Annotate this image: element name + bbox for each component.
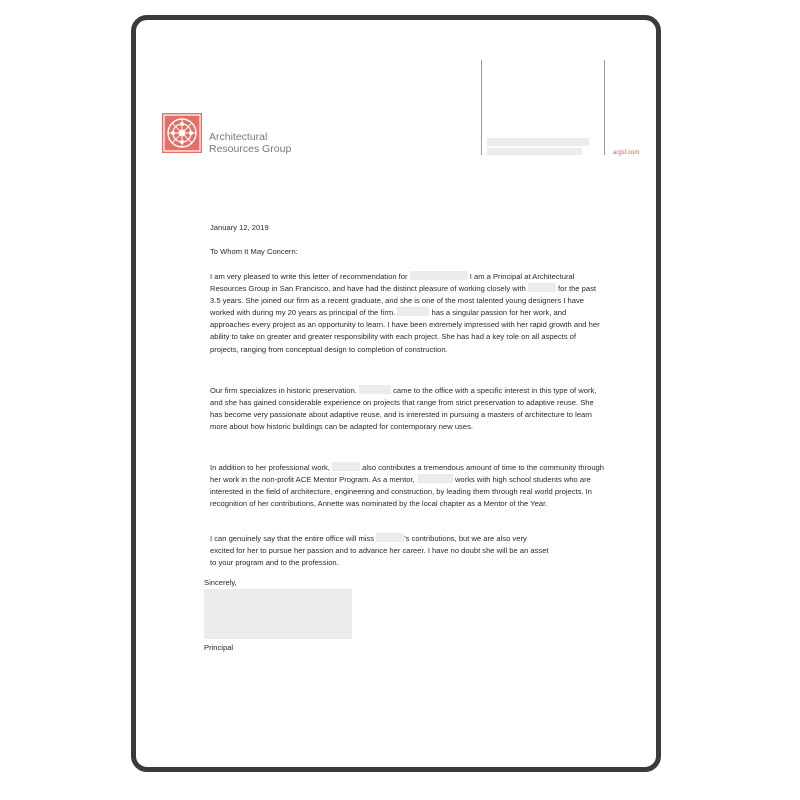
company-website: argsf.com <box>613 150 640 156</box>
company-logo <box>162 113 202 153</box>
signer-title: Principal <box>204 643 234 652</box>
p1-text-3: for the past 3.5 years. She joined our firm as a recent graduate, and she is one of the most talented young designers I have worked with during my 20 years as principal of the firm. <box>210 284 596 318</box>
p2-text-1: Our firm specializes in historic preservation. <box>210 386 357 395</box>
redacted-address-line2 <box>487 148 582 155</box>
redacted-name <box>359 385 391 394</box>
company-name <box>209 131 291 155</box>
company-name-line1: Architectural <box>209 131 268 143</box>
p4-text-1: I can genuinely say that the entire office will miss <box>210 534 375 543</box>
p1-text-2: I am a Principal at Architectural Resources Group in San Francisco, and have had the distinct pleasure of working closely with <box>210 272 575 294</box>
header-divider-left <box>481 60 482 155</box>
paragraph-3 <box>210 462 605 510</box>
redacted-name <box>376 533 404 542</box>
redacted-name <box>417 474 453 483</box>
letter-closing: Sincerely, <box>204 578 237 587</box>
p3-text-2: also contributes a tremendous amount of time to the community through her work in the non-profit ACE Mentor Program. As a mentor, <box>210 463 605 485</box>
redacted-name <box>528 283 556 292</box>
redacted-name <box>332 462 360 471</box>
letter-salutation: To Whom It May Concern: <box>210 247 298 256</box>
header-divider-right <box>604 60 605 155</box>
p4-text-2: 's contributions, but we are also very excited for her to pursue her passion and to advance her career. I have no doubt she will be an asset to your program and to the profession. <box>210 534 549 568</box>
p1-text-4: has a singular passion for her work, and approaches every project as an opportunity to learn. I have been extremely impressed with her rapid growth and her ability to take on greater and greater responsibility with each project. She has had a key role on all aspects of projects, ranging from conceptual design to completion of construction. <box>210 308 600 354</box>
paragraph-1 <box>210 271 605 356</box>
p2-text-2: came to the office with a specific interest in this type of work, and she has gained considerable experience on projects that range from strict preservation to adaptive reuse. She has become very passionate about adaptive reuse, and is interested in pursuing a masters of architecture to learn more about how historic buildings can be adapted for contemporary new uses. <box>210 386 597 432</box>
letter-date: January 12, 2019 <box>210 223 269 232</box>
redacted-signature <box>204 589 352 639</box>
paragraph-2 <box>210 385 605 433</box>
p3-text-3: works with high school students who are interested in the field of architecture, engineering and construction, by leading them through real world projects. In recognition of her contributions, Annette was nominated by the local chapter as a Mentor of the Year. <box>210 475 593 509</box>
company-name-line2: Resources Group <box>209 143 292 155</box>
p3-text-1: In addition to her professional work, <box>210 463 330 472</box>
redacted-address-line1 <box>487 138 589 146</box>
redacted-name <box>397 307 429 316</box>
redacted-name <box>410 271 468 280</box>
paragraph-4 <box>210 533 550 569</box>
p1-text-1: I am very pleased to write this letter of recommendation for <box>210 272 408 281</box>
